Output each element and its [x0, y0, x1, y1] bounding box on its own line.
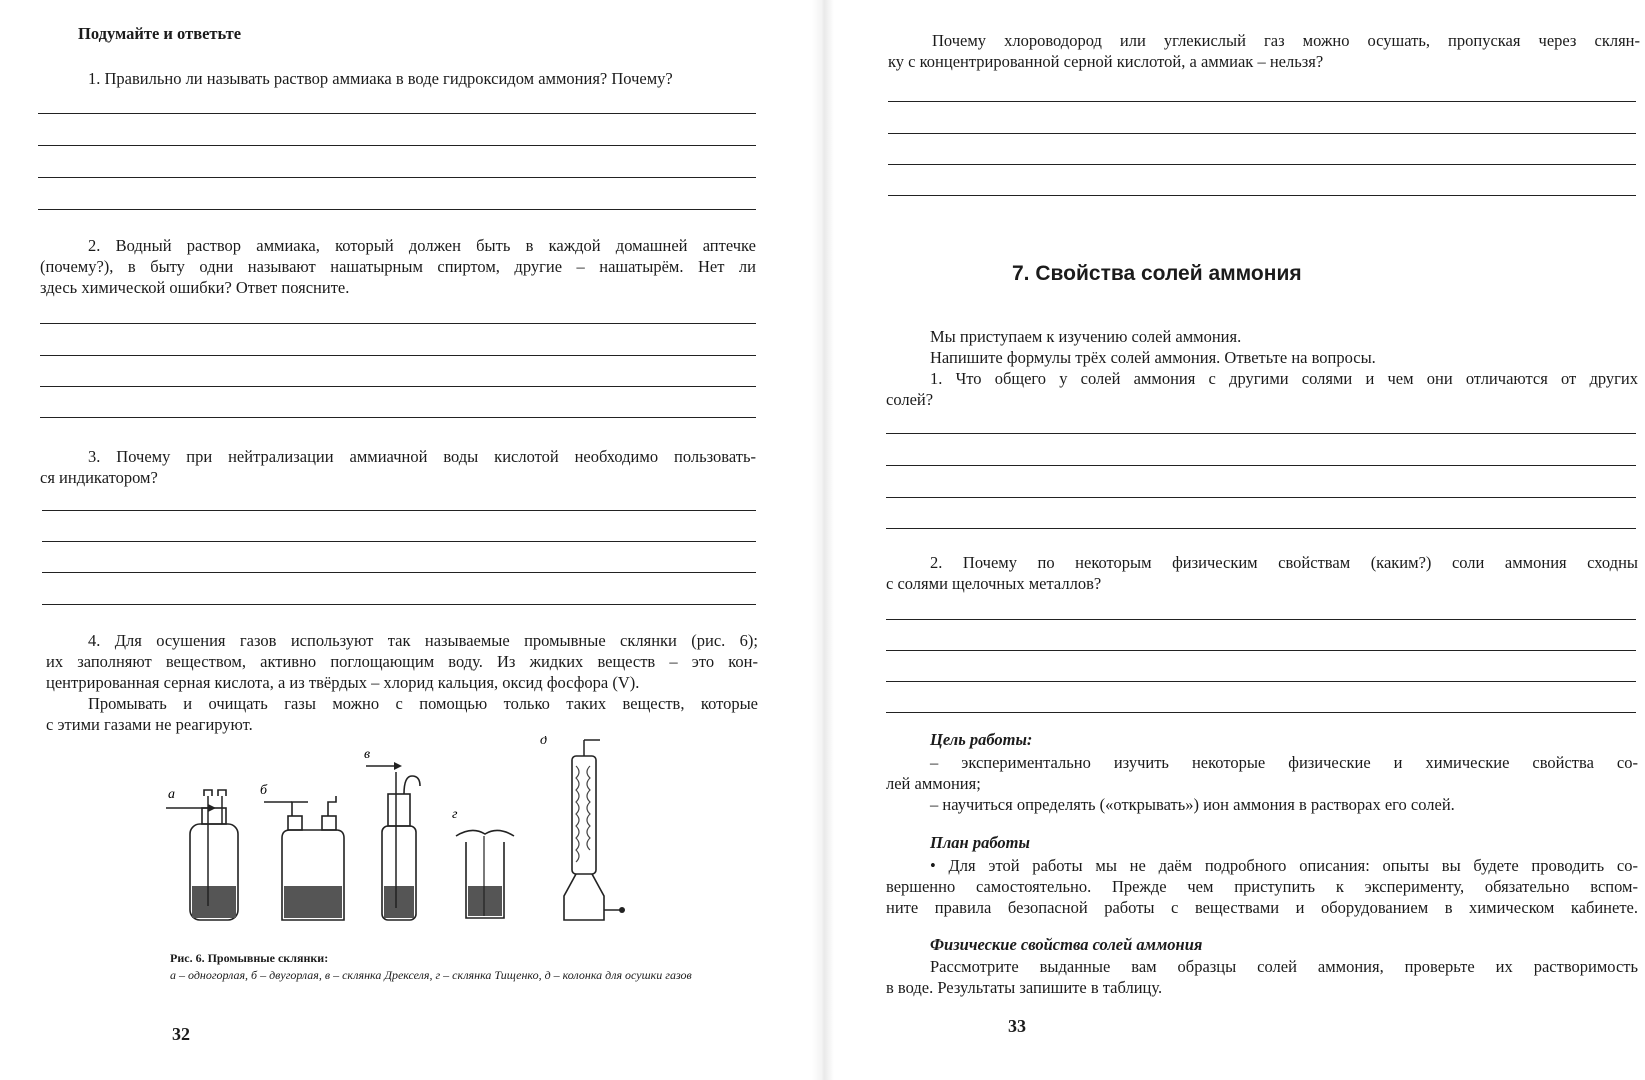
- bottle-a-icon: [166, 790, 238, 920]
- answer-line[interactable]: [40, 417, 756, 418]
- bottle-g-icon: [456, 830, 514, 918]
- figure-caption: [170, 950, 730, 984]
- answer-line[interactable]: [888, 133, 1636, 134]
- answer-line[interactable]: [38, 177, 756, 178]
- answer-line[interactable]: [38, 209, 756, 210]
- question-1: 1. Правильно ли называть раствор аммиака в воде гидроксидом аммония? Почему?: [88, 69, 673, 88]
- label-d: д: [540, 736, 548, 748]
- column-d-icon: [564, 740, 625, 920]
- figure-wash-bottles: [160, 736, 680, 936]
- answer-line[interactable]: [42, 572, 756, 573]
- lead-text: Мы приступаем к изучению солей аммония. Напишите формулы трёх солей аммония. Ответьте на вопросы.: [930, 327, 1376, 367]
- answer-line[interactable]: [886, 712, 1636, 713]
- answer-line[interactable]: [886, 619, 1636, 620]
- figure-caption-body: а – одногорлая, б – двугорлая, в – склянка Дрекселя, г – склянка Тищенко, д – колонка для осушки газов: [170, 968, 692, 982]
- answer-line[interactable]: [42, 510, 756, 511]
- answer-line[interactable]: [886, 497, 1636, 498]
- bottle-v-icon: [366, 762, 420, 920]
- answer-line[interactable]: [40, 355, 756, 356]
- phys-text: Рассмотрите выданные вам образцы солей аммония, проверьте их растворимость в воде. Результаты запишите в таблицу.: [886, 957, 1638, 997]
- goal-heading: Цель работы:: [930, 730, 1033, 749]
- answer-line[interactable]: [886, 681, 1636, 682]
- intro-question: Почему хлороводород или углекислый газ можно осушать, пропуская через склян- ку с концентрированной серной кислотой, а аммиак – нельзя?: [888, 31, 1640, 71]
- label-a: а: [168, 787, 175, 802]
- answer-line[interactable]: [886, 465, 1636, 466]
- plan-text: • Для этой работы мы не даём подробного описания: опыты вы будете проводить со- вершенно самостоятельно. Прежде чем приступить к эксперименту, обязательно вспом- ните правила безопасной работы с веществами и оборудованием в химическом кабинете.: [886, 856, 1638, 917]
- answer-line[interactable]: [886, 650, 1636, 651]
- question-r1: 1. Что общего у солей аммония с другими солями и чем они отличаются от других солей?: [886, 369, 1638, 409]
- label-b: б: [260, 783, 268, 798]
- answer-line[interactable]: [38, 113, 756, 114]
- answer-line[interactable]: [886, 433, 1636, 434]
- plan-heading: План работы: [930, 833, 1030, 852]
- left-page: [0, 0, 820, 1080]
- section-title: 7. Свойства солей аммония: [1012, 262, 1302, 285]
- answer-line[interactable]: [42, 604, 756, 605]
- phys-heading: Физические свойства солей аммония: [930, 935, 1203, 954]
- right-page: [822, 0, 1645, 1080]
- wash-bottles-illustration: [160, 736, 680, 936]
- label-v: в: [364, 747, 371, 762]
- answer-line[interactable]: [42, 541, 756, 542]
- page-number-left: 32: [172, 1024, 190, 1044]
- question-4: 4. Для осушения газов используют так называемые промывные склянки (рис. 6); их заполняют веществом, активно поглощающим воду. Из жидких веществ – это кон- центрированная серная кислота, а из твёрдых – хлорид кальция, оксид фосфора (V). Промывать и очищать газы можно с помощью только таких веществ, которые с этими газами не реагируют.: [46, 631, 758, 734]
- section-heading: Подумайте и ответьте: [78, 24, 242, 43]
- goal-list: – экспериментально изучить некоторые физические и химические свойства со- лей аммония; – научиться определять («открывать») ион аммония в растворах его солей.: [886, 753, 1638, 814]
- page-number-right: 33: [1008, 1016, 1026, 1036]
- figure-caption-title: Рис. 6. Промывные склянки:: [170, 951, 329, 965]
- answer-line[interactable]: [886, 528, 1636, 529]
- answer-line[interactable]: [40, 323, 756, 324]
- answer-line[interactable]: [888, 195, 1636, 196]
- answer-line[interactable]: [40, 386, 756, 387]
- question-2: 2. Водный раствор аммиака, который должен быть в каждой домашней аптечке (почему?), в быту одни называют нашатырным спиртом, другие – нашатырём. Нет ли здесь химической ошибки? Ответ поясните.: [40, 236, 756, 297]
- question-3: 3. Почему при нейтрализации аммиачной воды кислотой необходимо пользовать- ся индикатором?: [40, 447, 756, 487]
- question-r2: 2. Почему по некоторым физическим свойствам (каким?) соли аммония сходны с солями щелочных металлов?: [886, 553, 1638, 593]
- answer-line[interactable]: [38, 145, 756, 146]
- answer-line[interactable]: [888, 101, 1636, 102]
- bottle-b-icon: [264, 796, 344, 920]
- label-g: г: [452, 807, 458, 822]
- answer-line[interactable]: [888, 164, 1636, 165]
